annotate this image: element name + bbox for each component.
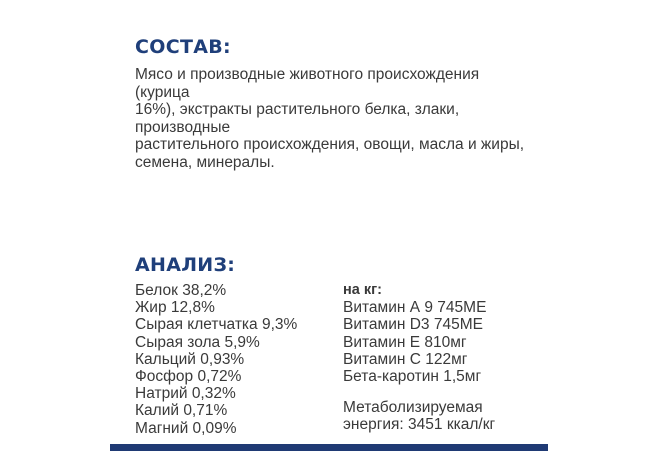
composition-line: Мясо и производные животного происхождения (курица [135, 66, 480, 101]
composition-heading: СОСТАВ: [135, 36, 231, 58]
per-kg-header: на кг: [343, 282, 382, 298]
nutrient-magnesium: Магний 0,09% [135, 419, 237, 437]
spacer [343, 385, 495, 399]
vitamin-a: Витамин А 9 745МЕ [343, 299, 487, 317]
vitamin-d3: Витамин D3 745МЕ [343, 316, 483, 334]
nutrient-crude-fiber: Сырая клетчатка 9,3% [135, 316, 298, 334]
composition-line: семена, минералы. [135, 153, 275, 171]
energy-label: Метаболизируемая [343, 399, 483, 417]
nutrient-crude-ash: Сырая зола 5,9% [135, 333, 260, 351]
beta-carotene: Бета-каротин 1,5мг [343, 368, 482, 386]
nutrient-potassium: Калий 0,71% [135, 402, 228, 420]
nutrient-protein: Белок 38,2% [135, 282, 227, 299]
vitamin-e: Витамин Е 810мг [343, 333, 467, 351]
energy-value: энергия: 3451 ккал/кг [343, 416, 496, 434]
nutrient-calcium: Кальций 0,93% [135, 350, 245, 368]
vitamin-c: Витамин С 122мг [343, 350, 468, 368]
analysis-per-kg-list [343, 282, 495, 434]
analysis-heading: АНАЛИЗ: [135, 254, 236, 276]
composition-line: растительного происхождения, овощи, масла и жиры, [135, 136, 525, 154]
nutrient-sodium: Натрий 0,32% [135, 385, 236, 403]
composition-text [135, 66, 535, 172]
nutrient-phosphorus: Фосфор 0,72% [135, 368, 242, 386]
composition-line: 16%), экстракты растительного белка, злаки, производные [135, 101, 460, 136]
nutrient-fat: Жир 12,8% [135, 299, 215, 317]
analysis-nutrients-list [135, 282, 297, 437]
bottom-divider-bar [110, 444, 548, 451]
